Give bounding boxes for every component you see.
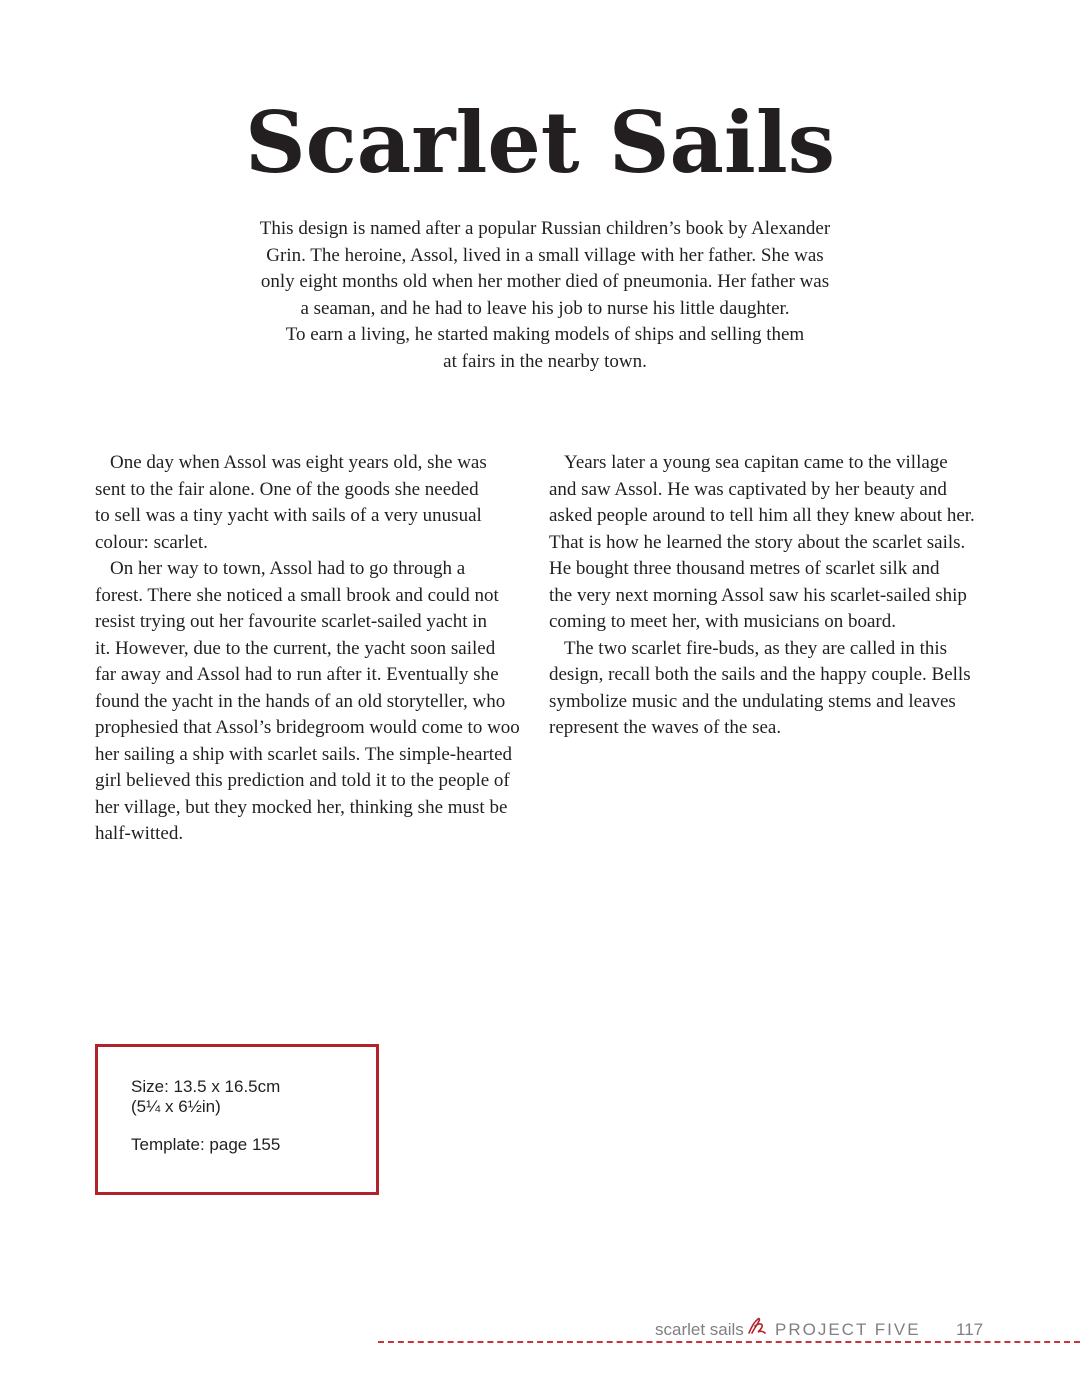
body-line: found the yacht in the hands of an old storyteller, who [95,690,506,712]
body-line: asked people around to tell him all they knew about her. [549,505,975,526]
body-line: The two scarlet fire-buds, as they are called in this [564,637,948,659]
body-line: it. However, due to the current, the yacht soon sailed [95,637,496,659]
template-reference: Template: page 155 [131,1135,281,1154]
size-metric: Size: 13.5 x 16.5cm [131,1077,281,1096]
script-flourish-icon [746,1316,768,1338]
body-line: sent to the fair alone. One of the goods she needed [95,478,479,500]
intro-line: This design is named after a popular Russian children’s book by Alexander [259,218,831,239]
page-title: Scarlet Sails [244,93,836,192]
footer-dashed-divider [378,1341,1080,1343]
body-line: represent the waves of the sea. [549,717,782,738]
body-line: her sailing a ship with scarlet sails. The simple-hearted [95,743,513,765]
left-column [95,450,535,848]
body-line: her village, but they mocked her, thinking she must be [95,796,508,818]
body-line: He bought three thousand metres of scarlet silk and [549,558,940,579]
right-column [549,450,994,742]
footer-project-label: PROJECT FIVE [775,1320,921,1339]
project-info-box [95,1044,379,1195]
body-line: forest. There she noticed a small brook and could not [95,584,499,606]
body-line: symbolize music and the undulating stems and leaves [549,690,956,712]
body-line: Years later a young sea capitan came to the village [564,452,948,473]
intro-paragraph [240,216,850,375]
body-line: to sell was a tiny yacht with sails of a very unusual [95,505,482,526]
page-number: 117 [956,1320,984,1339]
body-line: the very next morning Assol saw his scarlet-sailed ship [549,584,967,606]
body-line: One day when Assol was eight years old, she was [110,452,487,473]
body-line: and saw Assol. He was captivated by her beauty and [549,478,947,500]
body-line: That is how he learned the story about the scarlet sails. [549,531,966,553]
body-line: girl believed this prediction and told it to the people of [95,770,510,791]
intro-line: Grin. The heroine, Assol, lived in a small village with her father. She was [266,244,824,266]
body-line: far away and Assol had to run after it. Eventually she [95,664,499,685]
page-footer [0,1318,1080,1342]
body-line: resist trying out her favourite scarlet-sailed yacht in [95,611,488,632]
size-imperial: (5¼ x 6½in) [131,1097,221,1116]
footer-section-name: scarlet sails [655,1320,744,1339]
body-line: colour: scarlet. [95,531,208,553]
body-line: coming to meet her, with musicians on board. [549,611,896,632]
body-line: prophesied that Assol’s bridegroom would come to woo [95,717,520,738]
size-info [131,1077,280,1117]
intro-line: a seaman, and he had to leave his job to nurse his little daughter. [300,297,790,319]
body-line: half-witted. [95,823,184,844]
intro-line: To earn a living, he started making models of ships and selling them [285,324,805,345]
intro-line: at fairs in the nearby town. [443,350,647,372]
intro-line: only eight months old when her mother died of pneumonia. Her father was [260,271,830,292]
body-line: design, recall both the sails and the happy couple. Bells [549,664,971,685]
body-line: On her way to town, Assol had to go through a [110,558,466,579]
